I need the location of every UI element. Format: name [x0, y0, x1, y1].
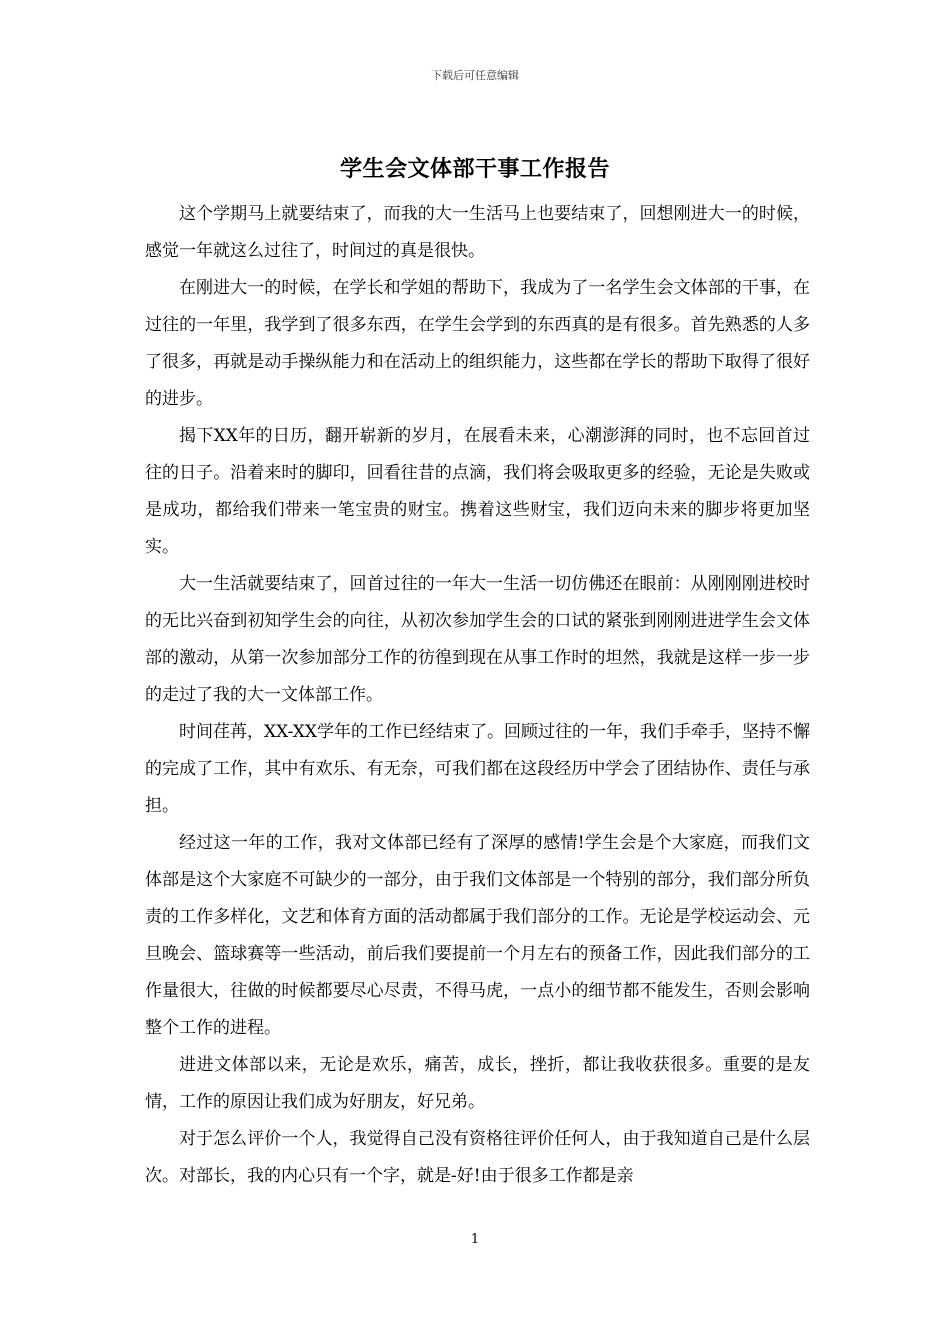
paragraph-1: 这个学期马上就要结束了，而我的大一生活马上也要结束了，回想刚进大一的时候，感觉一年就这么过往了，时间过的真是很快。 — [145, 204, 810, 261]
paragraph-4: 大一生活就要结束了，回首过往的一年大一生活一切仿佛还在眼前：从刚刚刚进校时的无比兴奋到初知学生会的向往，从初次参加学生会的口试的紧张到刚刚进进学生会文体部的激动，从第一次参加部分工作的彷徨到现在从事工作时的坦然，我就是这样一步一步的走过了我的大一文体部工作。 — [145, 574, 810, 705]
paragraph-7: 进进文体部以来，无论是欢乐，痛苦，成长，挫折，都让我收获很多。重要的是友情，工作的原因让我们成为好朋友，好兄弟。 — [145, 1055, 810, 1112]
paragraph-8: 对于怎么评价一个人，我觉得自己没有资格往评价任何人，由于我知道自己是什么层次。对部长，我的内心只有一个字，就是-好!由于很多工作都是亲 — [145, 1129, 810, 1186]
header-note: 下载后可任意编辑 — [431, 69, 519, 82]
paragraph-6: 经过这一年的工作，我对文体部已经有了深厚的感情!学生会是个大家庭，而我们文体部是这个大家庭不可缺少的一部分，由于我们文体部是一个特别的部分，我们部分所负责的工作多样化，文艺和体育方面的活动都属于我们部分的工作。无论是学校运动会、元旦晚会、篮球赛等一些活动，前后我们要提前一个月左右的预备工作，因此我们部分的工作量很大，往做的时候都要尽心尽责，不得马虎，一点小的细节都不能发生，否则会影响整个工作的进程。 — [145, 833, 810, 1038]
paragraph-5: 时间荏苒，XX-XX学年的工作已经结束了。回顾过往的一年，我们手牵手，坚持不懈的完成了工作，其中有欢乐、有无奈，可我们都在这段经历中学会了团结协作、责任与承担。 — [145, 722, 810, 816]
document-body — [145, 196, 810, 1195]
document-title: 学生会文体部干事工作报告 — [339, 156, 610, 182]
paragraph-2: 在刚进大一的时候，在学长和学姐的帮助下，我成为了一名学生会文体部的干事，在过往的一年里，我学到了很多东西，在学生会学到的东西真的是有很多。首先熟悉的人多了很多，再就是动手操纵能力和在活动上的组织能力，这些都在学长的帮助下取得了很好的进步。 — [145, 278, 810, 409]
paragraph-3: 揭下XX年的日历，翻开崭新的岁月，在展看未来，心潮澎湃的同时，也不忘回首过往的日子。沿着来时的脚印，回看往昔的点滴，我们将会吸取更多的经验，无论是失败或是成功，都给我们带来一笔宝贵的财宝。携着这些财宝，我们迈向未来的脚步将更加坚实。 — [145, 426, 810, 557]
page-number: 1 — [470, 1232, 480, 1247]
